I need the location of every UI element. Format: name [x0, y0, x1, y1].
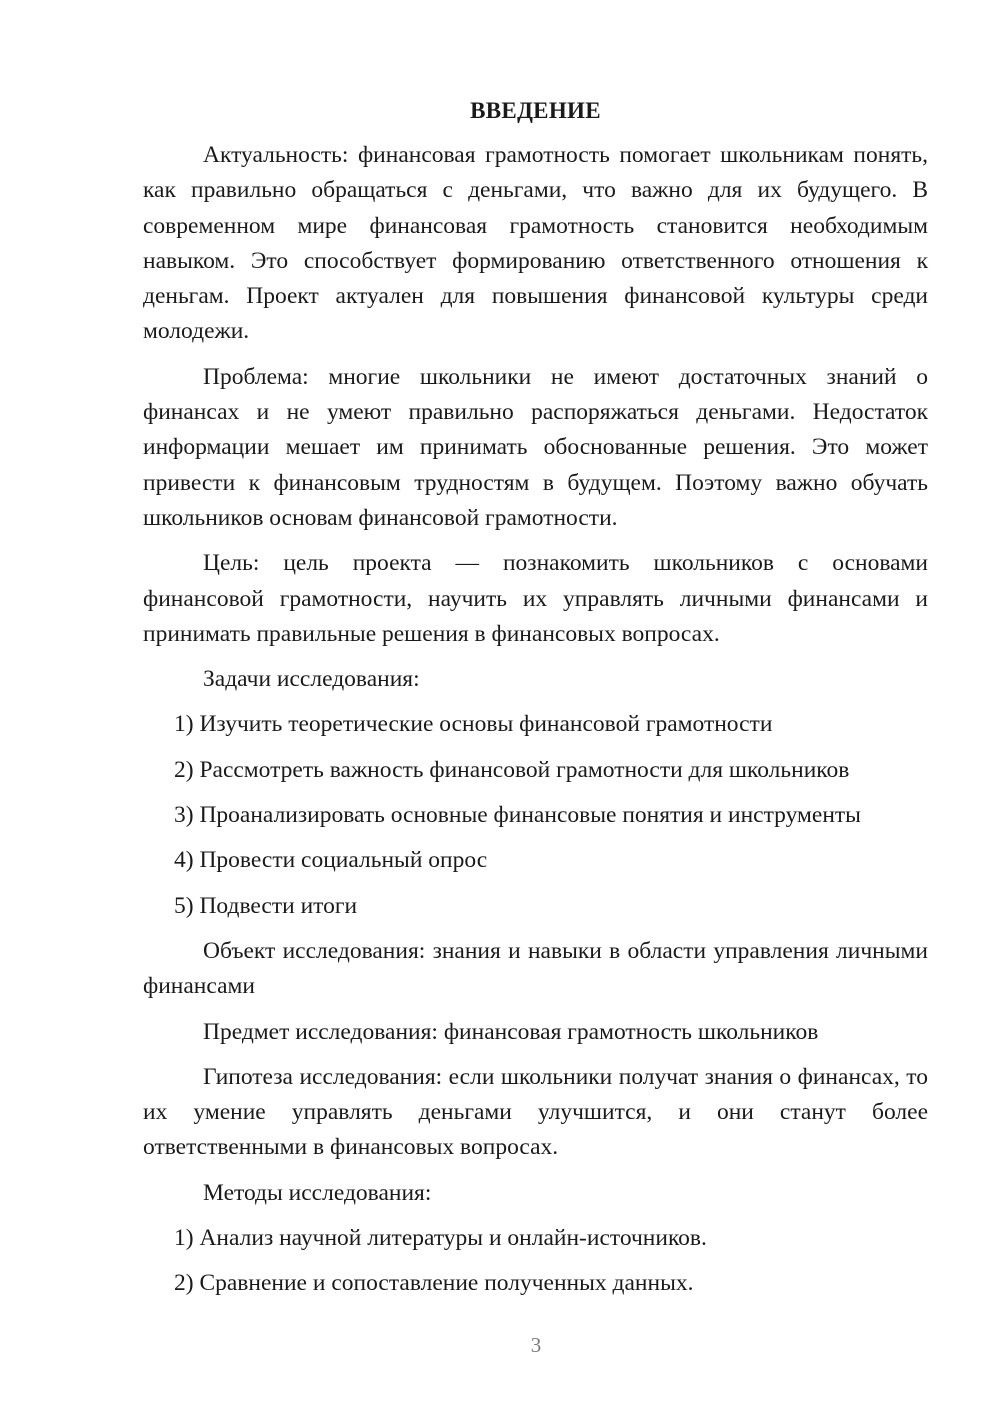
relevance-paragraph: Актуальность: финансовая грамотность помогает школьникам понять, как правильно обращаться с деньгами, что важно для их будущего. В современном мире финансовая грамотность становится необходимым навыком. Это способствует формированию ответственного отношения к деньгам. Проект актуален для повышения финансовой культуры среди молодежи. [143, 142, 928, 345]
subject-paragraph: Предмет исследования: финансовая грамотность школьников [203, 1018, 819, 1045]
hypothesis-paragraph: Гипотеза исследования: если школьники получат знания о финансах, то их умение управлять деньгами улучшится, и они станут более ответственными в финансовых вопросах. [143, 1063, 928, 1161]
methods-heading: Методы исследования: [203, 1179, 432, 1206]
page-number: 3 [530, 1333, 542, 1357]
list-item: 2) Сравнение и сопоставление полученных данных. [174, 1270, 694, 1297]
methods-list [143, 1221, 928, 1302]
list-item: 1) Изучить теоретические основы финансовой грамотности [174, 711, 773, 738]
list-item: 3) Проанализировать основные финансовые понятия и инструменты [174, 802, 861, 829]
list-item: 4) Провести социальный опрос [174, 847, 488, 874]
list-item: 1) Анализ научной литературы и онлайн-источников. [174, 1225, 707, 1252]
problem-paragraph: Проблема: многие школьники не имеют достаточных знаний о финансах и не умеют правильно распоряжаться деньгами. Недостаток информации мешает им принимать обоснованные решения. Это может привести к финансовым трудностям в будущем. Поэтому важно обучать школьников основам финансовой грамотности. [143, 363, 928, 531]
list-item: 5) Подвести итоги [174, 892, 358, 919]
object-paragraph: Объект исследования: знания и навыки в области управления личными финансами [143, 937, 928, 1000]
document-body [143, 96, 928, 1312]
goal-paragraph: Цель: цель проекта — познакомить школьников с основами финансовой грамотности, научить их управлять личными финансами и принимать правильные решения в финансовых вопросах. [143, 550, 928, 647]
list-item: 2) Рассмотреть важность финансовой грамотности для школьников [174, 756, 850, 783]
tasks-list [143, 707, 928, 923]
tasks-heading: Задачи исследования: [203, 666, 420, 693]
section-title: ВВЕДЕНИЕ [470, 98, 601, 123]
